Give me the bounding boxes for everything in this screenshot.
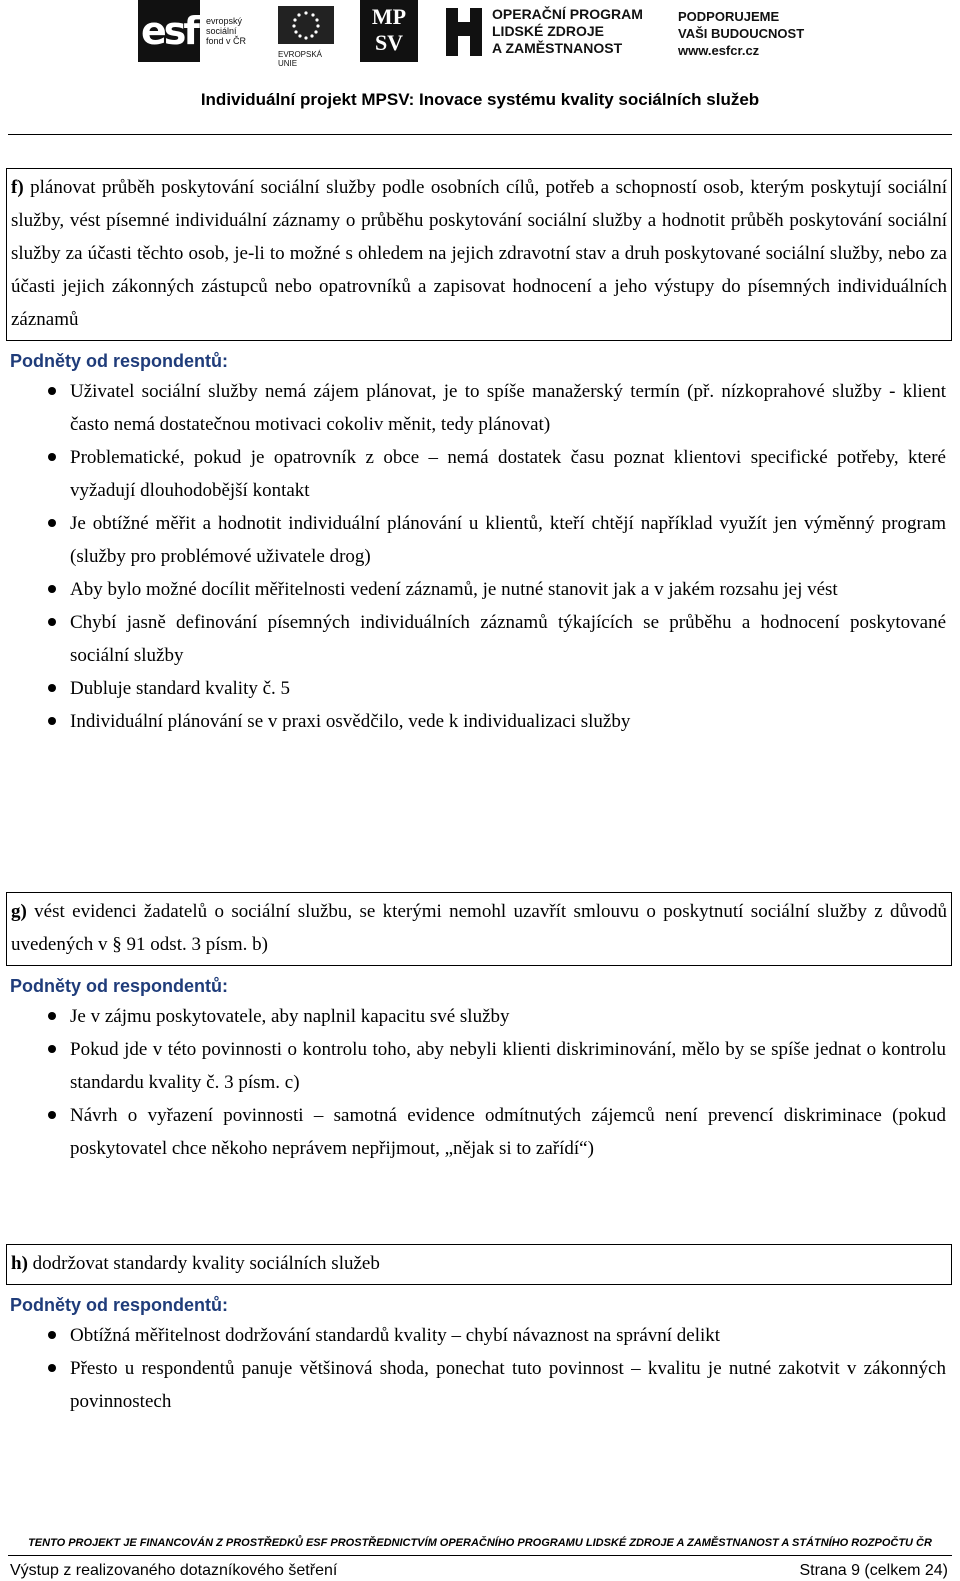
obligation-box-f: [6, 168, 952, 341]
section-f: [0, 168, 960, 738]
section-h: [0, 1244, 960, 1418]
page-number: Strana 9 (celkem 24): [799, 1562, 948, 1579]
bullet-icon: [48, 585, 56, 593]
responses-list-h: [0, 1319, 960, 1418]
header-logos: [138, 0, 838, 68]
list-item: [70, 705, 946, 738]
list-item-text: Uživatel sociální služby nemá zájem plánovat, je to spíše manažerský termín (př. nízkoprahové služby - klient často nemá dostatečnou motivaci cokoliv měnit, tedy plánovat): [70, 381, 946, 435]
esf-logo-text: [206, 16, 246, 46]
mpsv-text-top: MP: [371, 4, 407, 29]
esf-text-line: sociální: [206, 26, 237, 36]
list-item-text: Aby bylo možné docílit měřitelnosti vedení záznamů, je nutné stanovit jak a v jakém rozsahu jej vést: [70, 579, 838, 600]
footer-divider: [8, 1555, 952, 1556]
podp-text-line: VAŠI BUDOUCNOST: [678, 26, 805, 41]
esf-text-line: evropský: [206, 16, 243, 26]
obligation-text: dodržovat standardy kvality sociálních služeb: [27, 1253, 380, 1274]
esf-logo: [138, 0, 338, 66]
responses-list-f: [0, 375, 960, 738]
mpsv-text-bottom: SV: [374, 30, 404, 55]
bullet-icon: [48, 1111, 56, 1119]
mpsv-mark: [360, 0, 418, 62]
list-item-text: Obtížná měřitelnost dodržování standardů kvality – chybí návaznost na správní delikt: [70, 1325, 721, 1346]
esf-mark: esf: [138, 0, 200, 62]
esf-text-line: fond v ČR: [206, 36, 247, 46]
bullet-icon: [48, 519, 56, 527]
obligation-text: vést evidenci žadatelů o sociální službu, se kterými nemohl uzavřít smlouvu o poskytnutí sociální služby z důvodů uvedených v § 91 odst. 3 písm. b): [11, 901, 947, 955]
oplz-mark-icon: [444, 0, 484, 62]
bullet-icon: [48, 1364, 56, 1372]
bullet-icon: [48, 618, 56, 626]
bullet-icon: [48, 1331, 56, 1339]
eu-flag-icon: [278, 6, 334, 44]
section-g: [0, 892, 960, 1165]
bullet-icon: [48, 717, 56, 725]
oplz-logo: [444, 0, 654, 66]
mpsv-logo: [360, 0, 422, 66]
oplz-text: [492, 6, 643, 57]
footer-document-title: Výstup z realizovaného dotazníkového šetření: [10, 1562, 338, 1579]
list-item-text: Pokud jde v této povinnosti o kontrolu toho, aby nebyli klienti diskriminování, mělo by se spíše jednat o kontrolu standardu kvality č. 3 písm. c): [70, 1039, 946, 1093]
obligation-text: plánovat průběh poskytování sociální služby podle osobních cílů, potřeb a schopností osob, kterým poskytují sociální služby, vést písemné individuální záznamy o průběhu poskytování sociální služby a hodnotit průběh poskytování sociální služby za účasti těchto osob, je-li to možné s ohledem na jejich zdravotní stav a druh poskytované sociální služby, nebo za účasti jejich zákonných zástupců nebo opatrovníků a zapisovat hodnocení a jeho výstupy do písemných individuálních záznamů: [11, 177, 947, 330]
responses-heading: Podněty od respondentů:: [10, 1295, 228, 1315]
project-title: Individuální projekt MPSV: Inovace systému kvality sociálních služeb: [200, 90, 760, 109]
list-item: [70, 573, 946, 606]
list-item-text: Je v zájmu poskytovatele, aby naplnil kapacitu své služby: [70, 1006, 510, 1027]
list-item: [70, 1099, 946, 1165]
obligation-letter: g): [11, 901, 27, 922]
podp-text-line: www.esfcr.cz: [678, 43, 760, 58]
list-item-text: Chybí jasně definování písemných individuálních záznamů týkajících se průběhu a hodnocení poskytované sociální služby: [70, 612, 946, 666]
list-item: [70, 1319, 946, 1352]
responses-heading: Podněty od respondentů:: [10, 351, 228, 371]
obligation-box-g: [6, 892, 952, 966]
bullet-icon: [48, 1045, 56, 1053]
bullet-icon: [48, 387, 56, 395]
list-item: [70, 1033, 946, 1099]
list-item-text: Návrh o vyřazení povinnosti – samotná evidence odmítnutých zájemců není prevencí diskriminace (pokud poskytovatel chce někoho neprávem nepřijmout, „nějak si to zařídí“): [70, 1105, 946, 1159]
eu-text: EVROPSKÁ UNIE: [278, 50, 323, 68]
bullet-icon: [48, 453, 56, 461]
list-item-text: Přesto u respondentů panuje většinová shoda, ponechat tuto povinnost – kvalitu je nutné zakotvit v zákonných povinnostech: [70, 1358, 946, 1412]
list-item-text: Je obtížné měřit a hodnotit individuální plánování u klientů, kteří chtějí například využít jen výměnný program (služby pro problémové uživatele drog): [70, 513, 946, 567]
list-item: [70, 1352, 946, 1418]
podporujeme-text: [678, 8, 804, 59]
responses-heading: Podněty od respondentů:: [10, 976, 228, 996]
list-item-text: Individuální plánování se v praxi osvědčilo, vede k individualizaci služby: [70, 711, 631, 732]
obligation-box-h: [6, 1244, 952, 1285]
list-item: [70, 441, 946, 507]
oplz-text-line: LIDSKÉ ZDROJE: [492, 23, 605, 39]
funding-note: TENTO PROJEKT JE FINANCOVÁN Z PROSTŘEDKŮ ESF PROSTŘEDNICTVÍM OPERAČNÍHO PROGRAMU LIDSKÉ ZDROJE A ZAMĚSTNANOST A STÁTNÍHO ROZPOČTU ČR: [28, 1537, 932, 1549]
oplz-text-line: OPERAČNÍ PROGRAM: [492, 6, 643, 22]
list-item: [70, 375, 946, 441]
responses-list-g: [0, 1000, 960, 1165]
podp-text-line: PODPORUJEME: [678, 9, 780, 24]
obligation-letter: h): [11, 1253, 28, 1274]
list-item: [70, 606, 946, 672]
header-divider: [8, 134, 952, 135]
list-item-text: Problematické, pokud je opatrovník z obce – nemá dostatek času poznat klientovi specifické potřeby, které vyžadují dlouhodobější kontakt: [70, 447, 946, 501]
list-item: [70, 507, 946, 573]
bullet-icon: [48, 1012, 56, 1020]
list-item: [70, 672, 946, 705]
bullet-icon: [48, 684, 56, 692]
oplz-text-line: A ZAMĚSTNANOST: [492, 40, 623, 56]
podporujeme-logo: [678, 0, 838, 66]
obligation-letter: f): [11, 177, 24, 198]
list-item: [70, 1000, 946, 1033]
list-item-text: Dubluje standard kvality č. 5: [70, 678, 291, 699]
